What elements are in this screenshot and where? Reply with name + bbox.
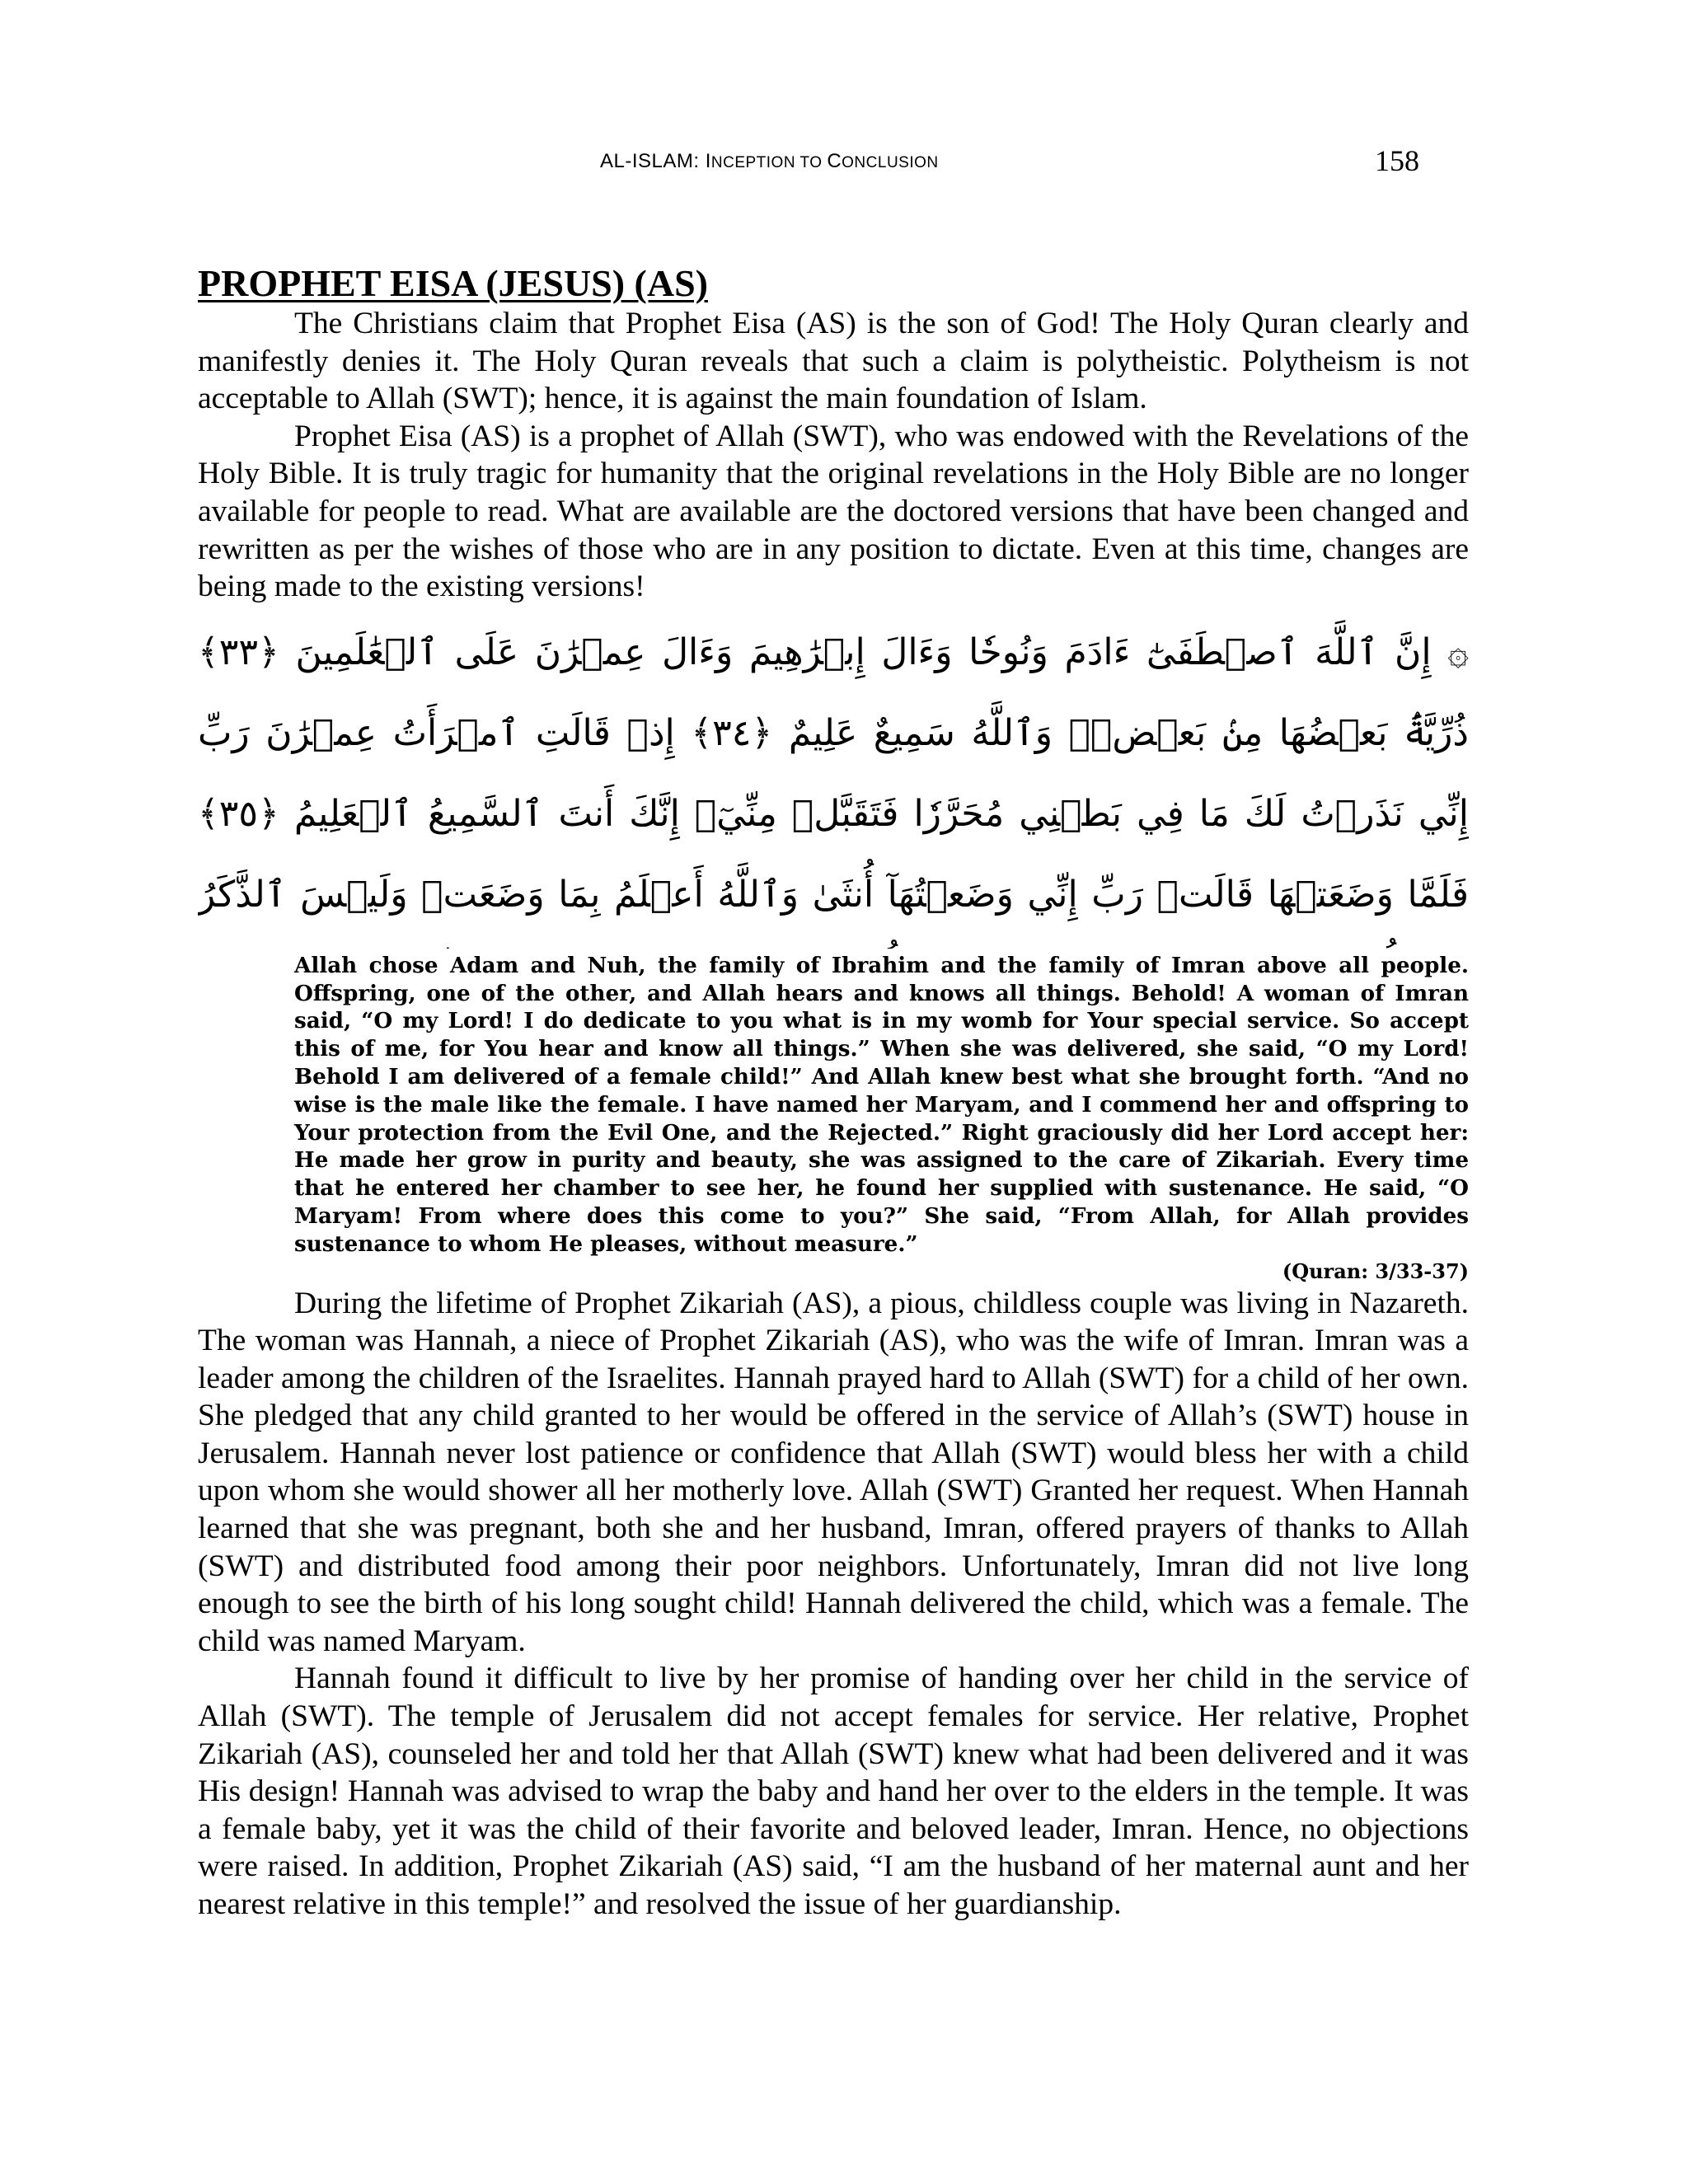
page-number: 158 [1375, 144, 1419, 177]
quran-citation: (Quran: 3/33-37) [1282, 1258, 1469, 1283]
running-head [600, 150, 939, 173]
quran-arabic-verses: ۞ إِنَّ ٱللَّهَ ٱصۡطَفَىٰٓ ءَادَمَ وَنُوحٗا وَءَالَ إِبۡرَٰهِيمَ وَءَالَ عِمۡرَٰنَ عَلَى ٱلۡعَٰلَمِينَ ﴿٣٣﴾ ذُرِّيَّةَۢ بَعۡضُهَا مِنۢ بَعۡضٖۗ وَٱللَّهُ سَمِيعٌ عَلِيمٌ ﴿٣٤﴾ إِذۡ قَالَتِ ٱمۡرَأَتُ عِمۡرَٰنَ رَبِّ إِنِّي نَذَرۡتُ لَكَ مَا فِي بَطۡنِي مُحَرَّرٗا فَتَقَبَّلۡ مِنِّيٓۖ إِنَّكَ أَنتَ ٱلسَّمِيعُ ٱلۡعَلِيمُ ﴿٣٥﴾ فَلَمَّا وَضَعَتۡهَا قَالَتۡ رَبِّ إِنِّي وَضَعۡتُهَآ أُنثَىٰ وَٱللَّهُ أَعۡلَمُ بِمَا وَضَعَتۡ وَلَيۡسَ ٱلذَّكَرُ [198, 630, 1469, 916]
running-head-lead: AL-ISLAM: I [600, 150, 711, 172]
chapter-title: PROPHET EISA (JESUS) (AS) [198, 262, 709, 304]
running-head-smallcaps-2: ONCLUSION [842, 154, 939, 171]
running-head-smallcaps-1: NCEPTION TO [710, 154, 828, 171]
verse-translation [294, 952, 1469, 1285]
body-paragraph-2: Hannah found it difficult to live by her promise of handing over her child in the service of Allah (SWT). The temple of Jerusalem did not accept females for service. Her relative, Prophet Zikariah (AS), counseled her and told her that Allah (SWT) knew what had been delivered and it was His design! Hannah was advised to wrap the baby and hand her over to the elders in the temple. It was a female baby, yet it was the child of their favorite and beloved leader, Imran. Hence, no objections were raised. In addition, Prophet Zikariah (AS) said, “I am the husband of her maternal aunt and her nearest relative in this temple!” and resolved the issue of her guardianship. [198, 1661, 1469, 1922]
intro-paragraph-2: Prophet Eisa (AS) is a prophet of Allah (SWT), who was endowed with the Revelations of the Holy Bible. It is truly tragic for humanity that the original revelations in the Holy Bible are no longer available for people to read. What are available are the doctored versions that have been changed and rewritten as per the wishes of those who are in any position to dictate. Even at this time, changes are being made to the existing versions! [198, 419, 1469, 604]
translation-text: Allah chose Adam and Nuh, the family of Ibrahim and the family of Imran above all people. Offspring, one of the other, and Allah hears and knows all things. Behold! A woman of Imran said, “O my Lord! I do dedicate to you what is in my womb for Your special service. So accept this of me, for You hear and know all things.” When she was delivered, she said, “O my Lord! Behold I am delivered of a female child!” And Allah knew best what she brought forth. “And no wise is the male like the female. I have named her Maryam, and I commend her and offspring to Your protection from the Evil One, and the Rejected.” Right graciously did her Lord accept her: He made her grow in purity and beauty, she was assigned to the care of Zikariah. Every time that he entered her chamber to see her, he found her supplied with sustenance. He said, “O Maryam! From where does this come to you?” She said, “From Allah, for Allah provides sustenance to whom He pleases, without measure.” [294, 952, 1469, 1257]
page-header [0, 140, 1688, 190]
intro-paragraph-1: The Christians claim that Prophet Eisa (AS) is the son of God! The Holy Quran clearly and manifestly denies it. The Holy Quran reveals that such a claim is polytheistic. Polytheism is not acceptable to Allah (SWT); hence, it is against the main foundation of Islam. [198, 307, 1469, 416]
page-body [198, 262, 1469, 1924]
body-paragraph-1: During the lifetime of Prophet Zikariah (AS), a pious, childless couple was living in Nazareth. The woman was Hannah, a niece of Prophet Zikariah (AS), who was the wife of Imran. Imran was a leader among the children of the Israelites. Hannah prayed hard to Allah (SWT) for a child of her own. She pledged that any child granted to her would be offered in the service of Allah’s (SWT) house in Jerusalem. Hannah never lost patience or confidence that Allah (SWT) would bless her with a child upon whom she would shower all her motherly love. Allah (SWT) Granted her request. When Hannah learned that she was pregnant, both she and her husband, Imran, offered prayers of thanks to Allah (SWT) and distributed food among their poor neighbors. Unfortunately, Imran did not live long enough to see the birth of his long sought child! Hannah delivered the child, which was a female. The child was named Maryam. [198, 1286, 1469, 1658]
running-head-capital: C [827, 150, 842, 172]
